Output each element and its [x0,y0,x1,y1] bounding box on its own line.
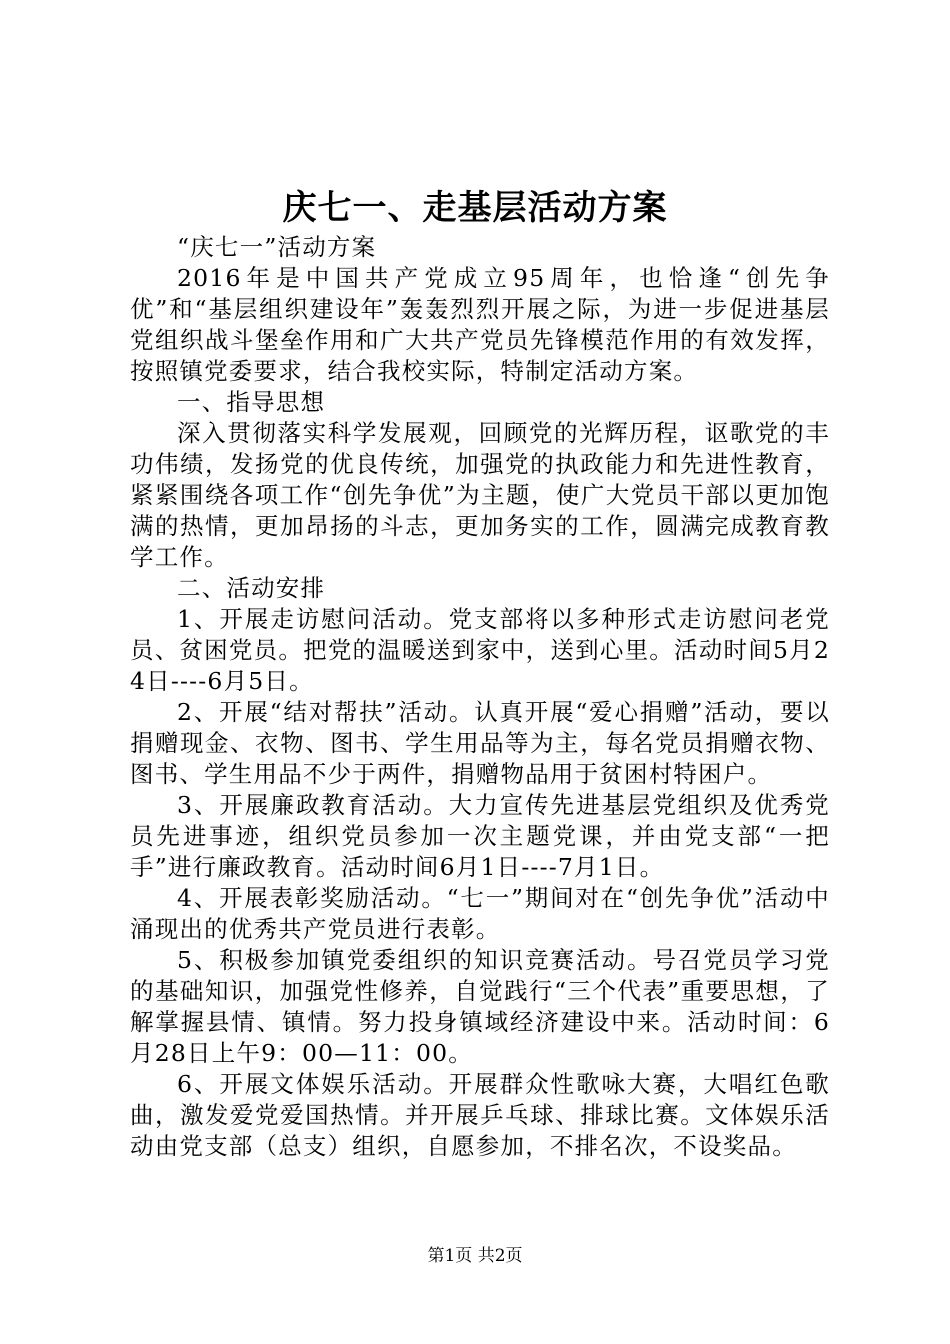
paragraph-activity-3: 3、开展廉政教育活动。大力宣传先进基层党组织及优秀党员先进事迹，组织党员参加一次主题党课，并由党支部“一把手”进行廉政教育。活动时间6月1日----7月1日。 [130,791,830,881]
section-heading-activity-arrangement: 二、活动安排 [177,574,326,602]
paragraph-intro: 2016年是中国共产党成立95周年，也恰逢“创先争优”和“基层组织建设年”轰轰烈烈开展之际，为进一步促进基层党组织战斗堡垒作用和广大共产党员先锋模范作用的有效发挥，按照镇党委要求，结合我校实际，特制定活动方案。 [130,264,830,385]
document-title: 庆七一、走基层活动方案 [282,188,668,228]
document-body [130,232,830,1162]
paragraph-activity-1: 1、开展走访慰问活动。党支部将以多种形式走访慰问老党员、贫困党员。把党的温暖送到家中，送到心里。活动时间5月24日----6月5日。 [130,605,830,695]
section-heading-guiding-thought: 一、指导思想 [177,388,326,416]
paragraph-activity-2: 2、开展“结对帮扶”活动。认真开展“爱心捐赠”活动，要以捐赠现金、衣物、图书、学生用品等为主，每名党员捐赠衣物、图书、学生用品不少于两件，捐赠物品用于贫困村特困户。 [130,698,830,788]
paragraph-subtitle: “庆七一”活动方案 [177,233,377,261]
paragraph-guiding-thought: 深入贯彻落实科学发展观，回顾党的光辉历程，讴歌党的丰功伟绩，发扬党的优良传统，加强党的执政能力和先进性教育，紧紧围绕各项工作“创先争优”为主题，使广大党员干部以更加饱满的热情，更加昂扬的斗志，更加务实的工作，圆满完成教育教学工作。 [130,419,830,571]
paragraph-activity-6: 6、开展文体娱乐活动。开展群众性歌咏大赛，大唱红色歌曲，激发爱党爱国热情。并开展乒乓球、排球比赛。文体娱乐活动由党支部（总支）组织，自愿参加，不排名次，不设奖品。 [130,1070,830,1160]
page-number: 第1页 共2页 [427,1246,523,1266]
paragraph-activity-4: 4、开展表彰奖励活动。“七一”期间对在“创先争优”活动中涌现出的优秀共产党员进行表彰。 [130,884,830,943]
paragraph-activity-5: 5、积极参加镇党委组织的知识竞赛活动。号召党员学习党的基础知识，加强党性修养，自觉践行“三个代表”重要思想，了解掌握县情、镇情。努力投身镇域经济建设中来。活动时间：6月28日上午9：00—11：00。 [130,946,830,1067]
